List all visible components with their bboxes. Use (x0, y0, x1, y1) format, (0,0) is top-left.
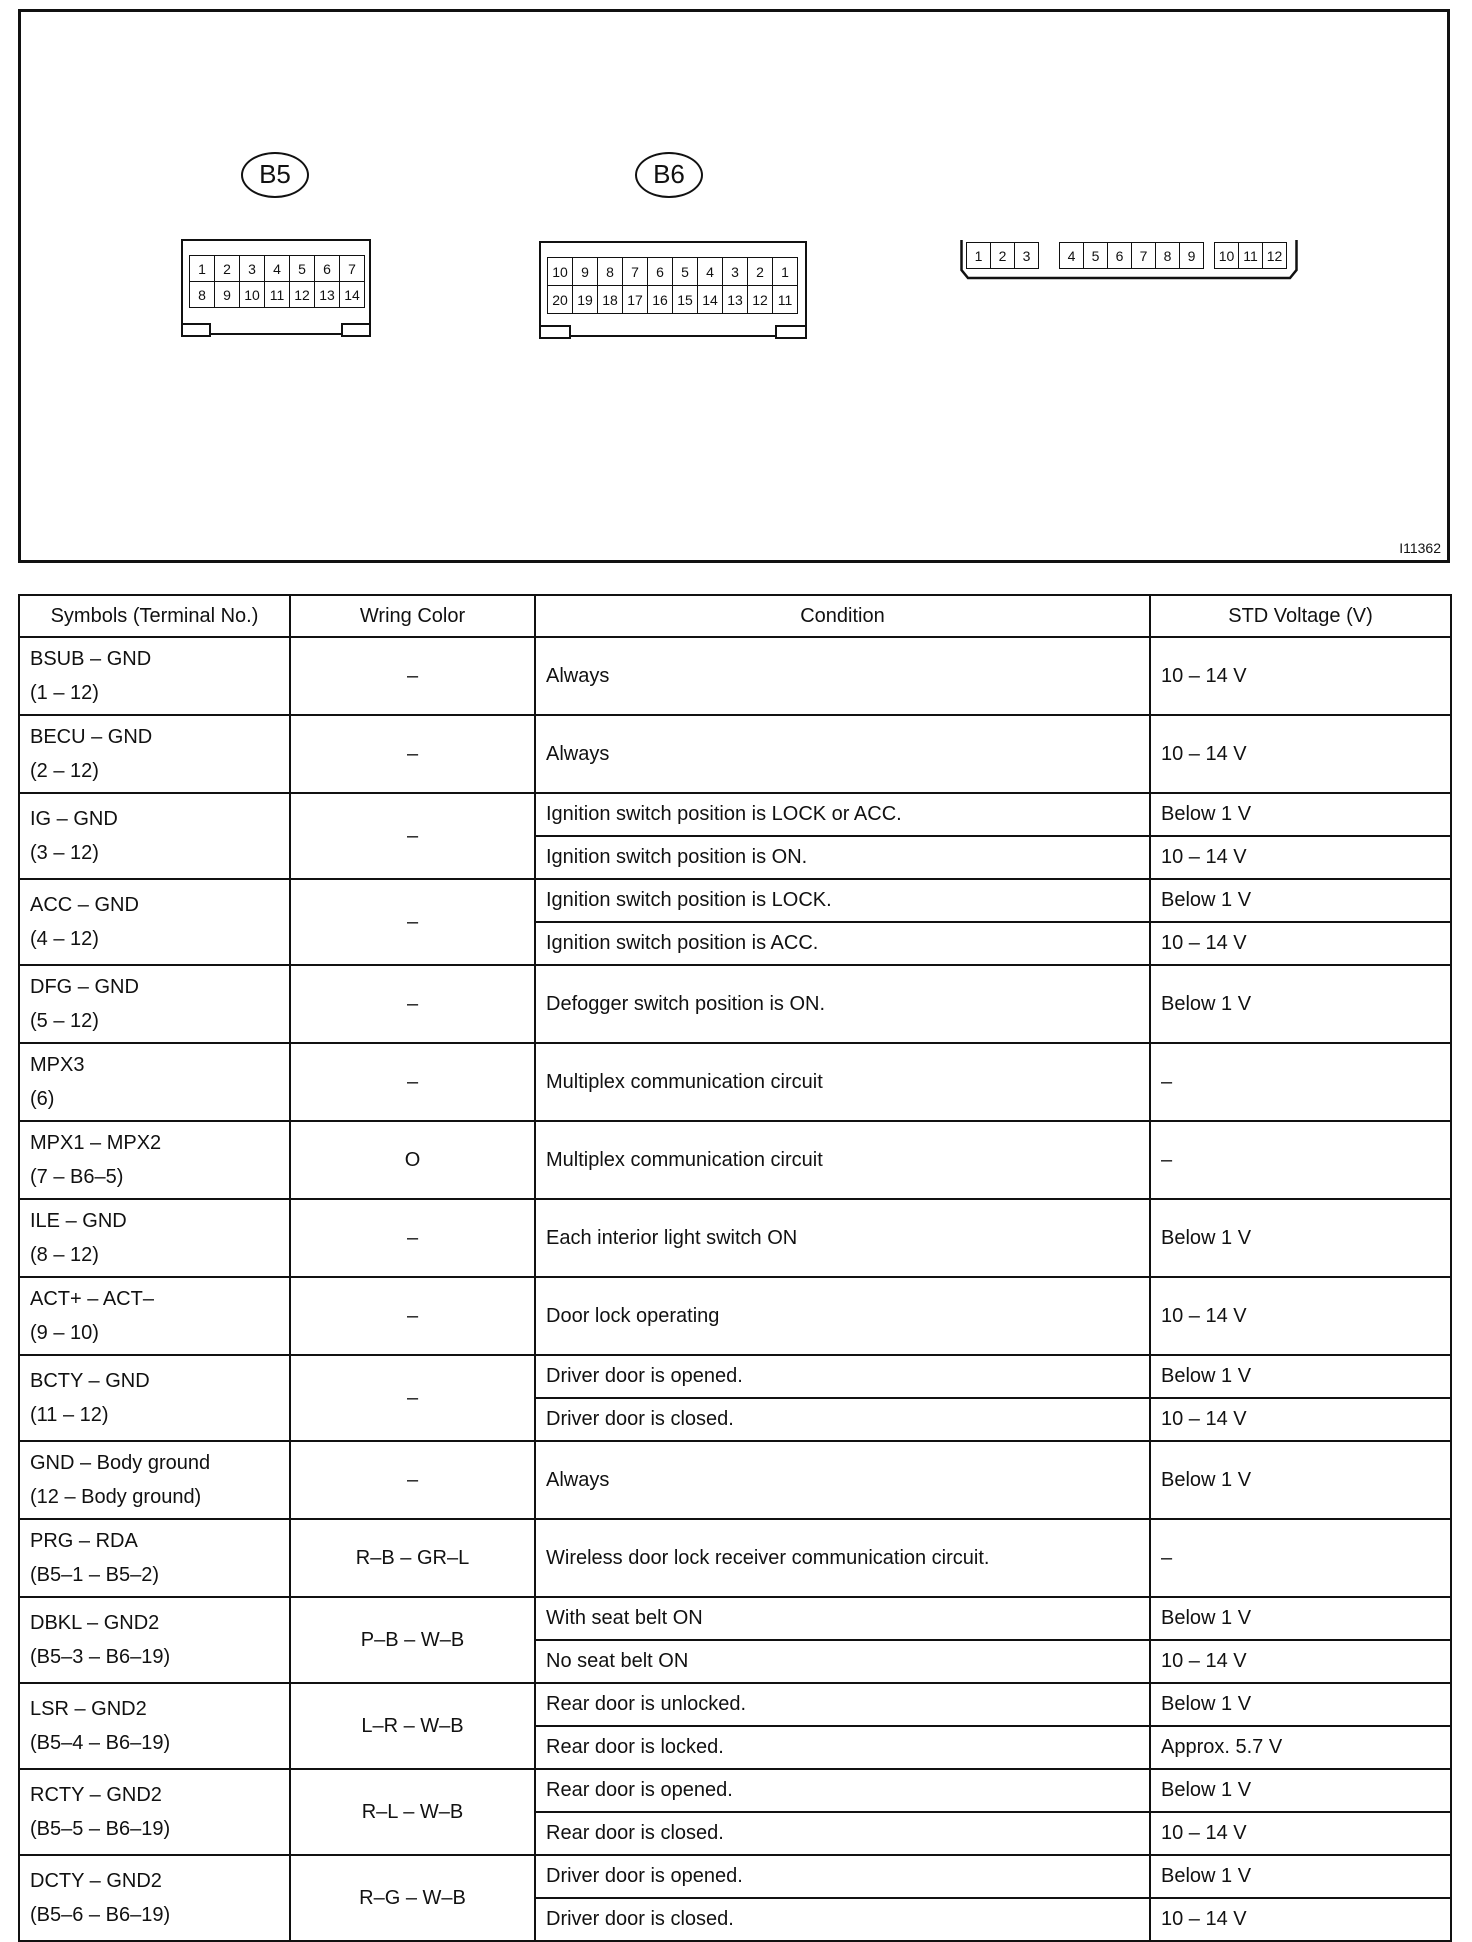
table-row (19, 1121, 1451, 1199)
symbol-name: BECU – GND (30, 726, 153, 748)
condition-cell: Ignition switch position is ACC. (535, 922, 1150, 965)
connector-b5 (181, 239, 371, 335)
connector-b6-pin: 10 (548, 258, 573, 286)
symbol-name: LSR – GND2 (30, 1698, 147, 1720)
table-row (19, 1683, 1451, 1726)
condition-cell: Ignition switch position is LOCK or ACC. (535, 793, 1150, 836)
figure-id: I11362 (1399, 540, 1441, 556)
voltage-cell: 10 – 14 V (1150, 1277, 1451, 1355)
connector-12pin-pin: 1 (967, 243, 991, 269)
connector-b5-pin: 1 (190, 256, 215, 282)
terminal-no: (B5–4 – B6–19) (30, 1732, 171, 1754)
symbol-cell (19, 1855, 290, 1941)
connector-b6-pin: 15 (673, 286, 698, 314)
condition-cell: Driver door is opened. (535, 1355, 1150, 1398)
connector-b5-pin: 13 (315, 282, 340, 308)
wire-color-cell: L–R – W–B (290, 1683, 535, 1769)
voltage-cell: Below 1 V (1150, 965, 1451, 1043)
symbol-cell (19, 965, 290, 1043)
symbol-name: DCTY – GND2 (30, 1870, 162, 1892)
terminal-no: (11 – 12) (30, 1404, 109, 1426)
connector-b5-pin: 11 (265, 282, 290, 308)
wire-color-cell: – (290, 965, 535, 1043)
wire-color-cell: R–G – W–B (290, 1855, 535, 1941)
voltage-cell: Below 1 V (1150, 1597, 1451, 1640)
connector-b6-pin: 8 (598, 258, 623, 286)
table-row (19, 793, 1451, 836)
voltage-cell: Below 1 V (1150, 1441, 1451, 1519)
voltage-cell: – (1150, 1519, 1451, 1597)
connector-b6-pin: 13 (723, 286, 748, 314)
connector-b6-pins (547, 257, 798, 314)
connector-b6-pin: 17 (623, 286, 648, 314)
condition-cell: Driver door is closed. (535, 1898, 1150, 1941)
wire-color-cell: – (290, 1441, 535, 1519)
symbol-name: GND – Body ground (30, 1452, 211, 1474)
connector-b5-pin: 6 (315, 256, 340, 282)
connector-b6-pin: 9 (573, 258, 598, 286)
symbol-name: PRG – RDA (30, 1530, 138, 1552)
table-row (19, 1769, 1451, 1812)
connector-b5-pin: 12 (290, 282, 315, 308)
terminal-no: (7 – B6–5) (30, 1166, 124, 1188)
terminal-no: (4 – 12) (30, 928, 99, 950)
connector-12pin-pin: 7 (1132, 243, 1156, 269)
connector-label-b5: B5 (241, 152, 309, 198)
voltage-cell: 10 – 14 V (1150, 1398, 1451, 1441)
symbol-name: ILE – GND (30, 1210, 127, 1232)
condition-cell: Multiplex communication circuit (535, 1043, 1150, 1121)
condition-cell: Rear door is unlocked. (535, 1683, 1150, 1726)
connector-12pin-pin: 3 (1015, 243, 1039, 269)
wire-color-cell: – (290, 793, 535, 879)
voltage-cell: Below 1 V (1150, 879, 1451, 922)
connector-b6-pin: 1 (773, 258, 798, 286)
condition-cell: Each interior light switch ON (535, 1199, 1150, 1277)
voltage-cell: 10 – 14 V (1150, 1812, 1451, 1855)
symbol-cell (19, 1043, 290, 1121)
connector-b6-pin: 12 (748, 286, 773, 314)
connector-b5-pin: 14 (340, 282, 365, 308)
wire-color-cell: – (290, 1043, 535, 1121)
table-row (19, 1043, 1451, 1121)
connector-12pin-pin: 5 (1084, 243, 1108, 269)
condition-cell: Driver door is opened. (535, 1855, 1150, 1898)
connector-b6-pin: 14 (698, 286, 723, 314)
wire-color-cell: – (290, 1199, 535, 1277)
header-wire-color: Wring Color (290, 595, 535, 637)
connector-b6-pin: 3 (723, 258, 748, 286)
voltage-cell: Approx. 5.7 V (1150, 1726, 1451, 1769)
symbol-cell (19, 637, 290, 715)
wire-color-cell: – (290, 1355, 535, 1441)
symbol-cell (19, 1355, 290, 1441)
symbol-name: MPX3 (30, 1054, 85, 1076)
connector-b6-pin: 7 (623, 258, 648, 286)
table-row (19, 1199, 1451, 1277)
connector-b6-pin: 5 (673, 258, 698, 286)
connector-b6-pin: 19 (573, 286, 598, 314)
terminal-no: (6) (30, 1088, 55, 1110)
condition-cell: Driver door is closed. (535, 1398, 1150, 1441)
voltage-cell: Below 1 V (1150, 1355, 1451, 1398)
voltage-cell: Below 1 V (1150, 1769, 1451, 1812)
symbol-cell (19, 1121, 290, 1199)
wire-color-cell: – (290, 715, 535, 793)
table-row (19, 879, 1451, 922)
voltage-cell: 10 – 14 V (1150, 1898, 1451, 1941)
symbol-name: MPX1 – MPX2 (30, 1132, 162, 1154)
header-std-voltage: STD Voltage (V) (1150, 595, 1451, 637)
connector-b6-pin: 16 (648, 286, 673, 314)
connector-b6-pin: 6 (648, 258, 673, 286)
table-row (19, 1441, 1451, 1519)
connector-b5-pin: 3 (240, 256, 265, 282)
connector-b5-pin: 4 (265, 256, 290, 282)
connector-figure (18, 9, 1450, 563)
connector-b5-pin: 7 (340, 256, 365, 282)
symbol-cell (19, 1277, 290, 1355)
connector-b5-pin: 2 (215, 256, 240, 282)
symbol-cell (19, 1519, 290, 1597)
condition-cell: Always (535, 1441, 1150, 1519)
voltage-cell: 10 – 14 V (1150, 715, 1451, 793)
symbol-cell (19, 793, 290, 879)
table-row (19, 1597, 1451, 1640)
condition-cell: Always (535, 637, 1150, 715)
table-row (19, 965, 1451, 1043)
voltage-cell: 10 – 14 V (1150, 1640, 1451, 1683)
connector-b6 (539, 241, 807, 337)
terminal-no: (2 – 12) (30, 760, 99, 782)
terminal-no: (5 – 12) (30, 1010, 99, 1032)
connector-12pin (960, 238, 1298, 280)
table-body (19, 637, 1451, 1941)
terminal-no: (3 – 12) (30, 842, 99, 864)
voltage-cell: Below 1 V (1150, 1199, 1451, 1277)
symbol-cell (19, 1769, 290, 1855)
connector-12pin-pin: 4 (1060, 243, 1084, 269)
connector-b6-foot-right (775, 325, 807, 339)
connector-label-b6: B6 (635, 152, 703, 198)
connector-b6-foot-left (539, 325, 571, 339)
condition-cell: Rear door is closed. (535, 1812, 1150, 1855)
connector-12pin-pin: 11 (1239, 243, 1263, 269)
table-row (19, 715, 1451, 793)
wire-color-cell: R–B – GR–L (290, 1519, 535, 1597)
connector-b5-foot-left (181, 323, 211, 337)
condition-cell: Rear door is opened. (535, 1769, 1150, 1812)
connector-b5-foot-right (341, 323, 371, 337)
connector-b6-pin: 11 (773, 286, 798, 314)
connector-b5-pin: 9 (215, 282, 240, 308)
connector-b5-pin: 5 (290, 256, 315, 282)
table-row (19, 637, 1451, 715)
symbol-cell (19, 1441, 290, 1519)
table-row (19, 1277, 1451, 1355)
connector-b6-pin: 2 (748, 258, 773, 286)
symbol-name: IG – GND (30, 808, 118, 830)
symbol-name: BSUB – GND (30, 648, 152, 670)
header-symbols: Symbols (Terminal No.) (19, 595, 290, 637)
voltage-cell: Below 1 V (1150, 1855, 1451, 1898)
symbol-name: RCTY – GND2 (30, 1784, 162, 1806)
connector-b5-pins (189, 255, 365, 308)
voltage-cell: 10 – 14 V (1150, 922, 1451, 965)
symbol-cell (19, 1199, 290, 1277)
condition-cell: Multiplex communication circuit (535, 1121, 1150, 1199)
terminal-voltage-table (18, 594, 1452, 1942)
header-condition: Condition (535, 595, 1150, 637)
symbol-name: BCTY – GND (30, 1370, 150, 1392)
voltage-cell: – (1150, 1043, 1451, 1121)
connector-b6-pin: 20 (548, 286, 573, 314)
terminal-no: (9 – 10) (30, 1322, 99, 1344)
wire-color-cell: – (290, 1277, 535, 1355)
condition-cell: With seat belt ON (535, 1597, 1150, 1640)
connector-12pin-pin: 10 (1215, 243, 1239, 269)
symbol-name: ACT+ – ACT– (30, 1288, 154, 1310)
connector-12pin-pin: 12 (1263, 243, 1287, 269)
connector-12pin-pin: 8 (1156, 243, 1180, 269)
voltage-cell: 10 – 14 V (1150, 836, 1451, 879)
table-row (19, 1519, 1451, 1597)
wire-color-cell: O (290, 1121, 535, 1199)
symbol-name: DBKL – GND2 (30, 1612, 160, 1634)
wire-color-cell: – (290, 879, 535, 965)
connector-12pin-pin: 9 (1180, 243, 1204, 269)
connector-12pin-group-1 (966, 242, 1039, 269)
symbol-cell (19, 715, 290, 793)
terminal-no: (B5–5 – B6–19) (30, 1818, 171, 1840)
voltage-cell: Below 1 V (1150, 1683, 1451, 1726)
wire-color-cell: P–B – W–B (290, 1597, 535, 1683)
connector-b5-pin: 8 (190, 282, 215, 308)
connector-b5-pin: 10 (240, 282, 265, 308)
symbol-cell (19, 1597, 290, 1683)
terminal-no: (B5–1 – B5–2) (30, 1564, 159, 1586)
symbol-cell (19, 879, 290, 965)
voltage-cell: – (1150, 1121, 1451, 1199)
connector-b6-pin: 18 (598, 286, 623, 314)
condition-cell: Defogger switch position is ON. (535, 965, 1150, 1043)
condition-cell: Ignition switch position is LOCK. (535, 879, 1150, 922)
connector-12pin-pin: 6 (1108, 243, 1132, 269)
condition-cell: Rear door is locked. (535, 1726, 1150, 1769)
condition-cell: Ignition switch position is ON. (535, 836, 1150, 879)
terminal-no: (8 – 12) (30, 1244, 99, 1266)
voltage-cell: Below 1 V (1150, 793, 1451, 836)
wire-color-cell: R–L – W–B (290, 1769, 535, 1855)
condition-cell: Wireless door lock receiver communication circuit. (535, 1519, 1150, 1597)
symbol-cell (19, 1683, 290, 1769)
symbol-name: ACC – GND (30, 894, 139, 916)
wire-color-cell: – (290, 637, 535, 715)
connector-b6-pin: 4 (698, 258, 723, 286)
connector-12pin-group-2 (1059, 242, 1204, 269)
condition-cell: No seat belt ON (535, 1640, 1150, 1683)
terminal-no: (B5–3 – B6–19) (30, 1646, 171, 1668)
table-row (19, 1355, 1451, 1398)
condition-cell: Door lock operating (535, 1277, 1150, 1355)
connector-12pin-group-3 (1214, 242, 1287, 269)
symbol-name: DFG – GND (30, 976, 139, 998)
terminal-no: (1 – 12) (30, 682, 99, 704)
terminal-no: (12 – Body ground) (30, 1486, 202, 1508)
connector-12pin-pin: 2 (991, 243, 1015, 269)
table-header-row (19, 595, 1451, 637)
condition-cell: Always (535, 715, 1150, 793)
table-row (19, 1855, 1451, 1898)
terminal-no: (B5–6 – B6–19) (30, 1904, 171, 1926)
voltage-cell: 10 – 14 V (1150, 637, 1451, 715)
